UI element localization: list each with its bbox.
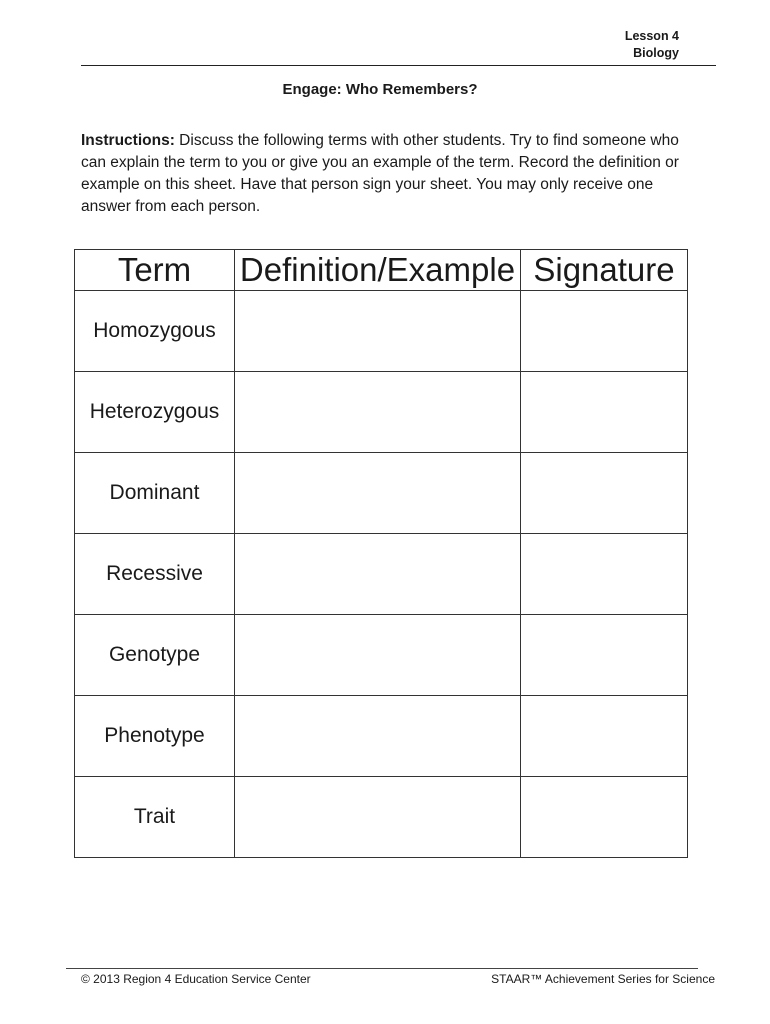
signature-cell[interactable] — [521, 372, 688, 453]
term-cell: Trait — [75, 777, 235, 858]
table-row — [75, 291, 688, 372]
table-row — [75, 696, 688, 777]
term-cell: Phenotype — [75, 696, 235, 777]
term-cell: Recessive — [75, 534, 235, 615]
table-row — [75, 615, 688, 696]
table-row — [75, 453, 688, 534]
definition-cell[interactable] — [235, 534, 521, 615]
terms-table — [74, 249, 688, 858]
subject-label: Biology — [633, 46, 679, 60]
signature-cell[interactable] — [521, 453, 688, 534]
page-title: Engage: Who Remembers? — [282, 81, 478, 98]
column-header-signature: Signature — [521, 250, 688, 291]
term-cell: Genotype — [75, 615, 235, 696]
column-header-definition: Definition/Example — [235, 250, 521, 291]
table-row — [75, 534, 688, 615]
definition-cell[interactable] — [235, 777, 521, 858]
signature-cell[interactable] — [521, 696, 688, 777]
definition-cell[interactable] — [235, 291, 521, 372]
table-header-row — [75, 250, 688, 291]
term-cell: Heterozygous — [75, 372, 235, 453]
table-row — [75, 372, 688, 453]
instructions-paragraph — [81, 130, 681, 218]
column-header-term: Term — [75, 250, 235, 291]
header-divider — [81, 65, 716, 66]
signature-cell[interactable] — [521, 615, 688, 696]
definition-cell[interactable] — [235, 372, 521, 453]
signature-cell[interactable] — [521, 291, 688, 372]
term-cell: Homozygous — [75, 291, 235, 372]
definition-cell[interactable] — [235, 453, 521, 534]
footer-series: STAAR™ Achievement Series for Science — [491, 972, 715, 986]
signature-cell[interactable] — [521, 777, 688, 858]
footer-divider — [66, 968, 698, 969]
footer-copyright: © 2013 Region 4 Education Service Center — [81, 972, 311, 986]
signature-cell[interactable] — [521, 534, 688, 615]
lesson-number: Lesson 4 — [624, 29, 679, 43]
table-row — [75, 777, 688, 858]
lesson-header — [625, 28, 679, 62]
definition-cell[interactable] — [235, 615, 521, 696]
definition-cell[interactable] — [235, 696, 521, 777]
instructions-text: Discuss the following terms with other students. Try to find someone who can explain the term to you or give you an example of the term. Record the definition or example on this sheet. Have that person sign your sheet. You may only receive one answer from each person. — [81, 132, 679, 215]
instructions-label: Instructions: — [81, 132, 175, 149]
term-cell: Dominant — [75, 453, 235, 534]
